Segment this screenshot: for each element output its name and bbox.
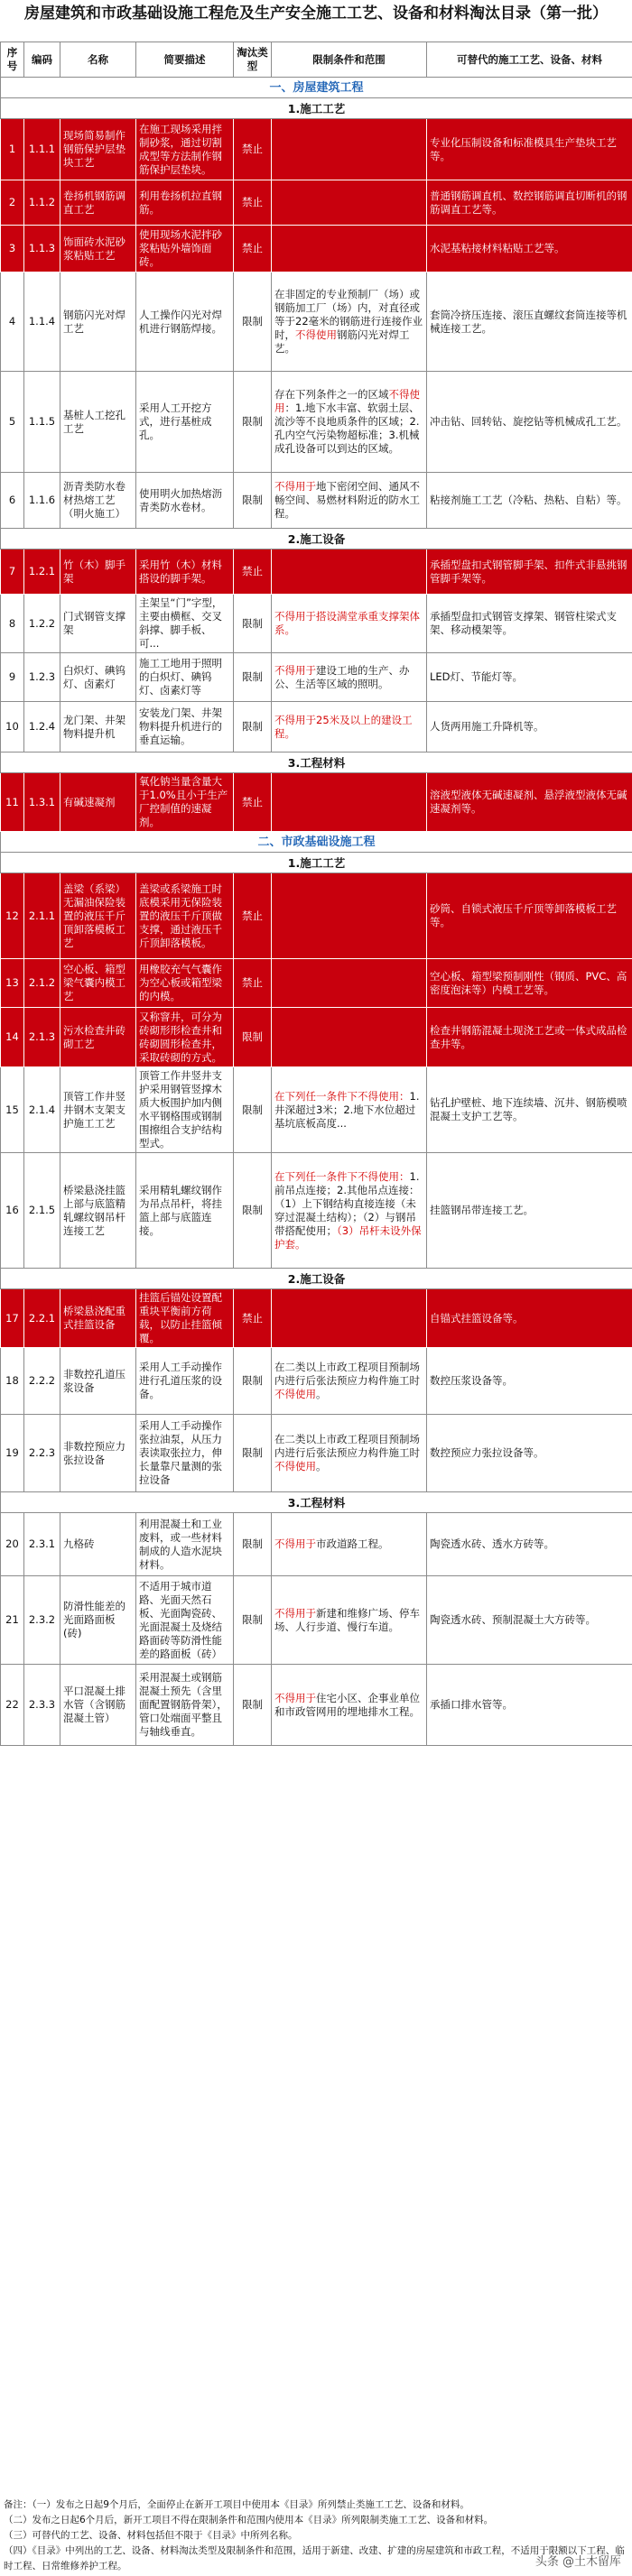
cell-type: 限制 [234, 272, 272, 372]
cell-no: 5 [1, 372, 24, 473]
cell-no: 20 [1, 1513, 24, 1576]
cell-limit [272, 1067, 427, 1153]
cell-desc: 顶管工作井竖井支护采用钢管竖撑木质大板围护加内侧水平钢格围或钢制围擦组合支护结构型式。 [136, 1067, 234, 1153]
limit-segment: 不得用于 [274, 1606, 316, 1620]
limit-segment: 不得使用 [274, 1388, 316, 1400]
cell-no: 9 [1, 653, 24, 702]
cell-limit [272, 1415, 427, 1492]
cell-desc: 又称窨井，可分为砖砌形形检查井和砖砌圆形检查井，采取砖砌的方式。 [136, 1008, 234, 1067]
cell-code: 2.2.2 [24, 1348, 60, 1415]
limit-segment: 在下列任一条件下不得使用： [274, 1169, 410, 1183]
limit-segment: （3）吊杆未设外保护套。 [274, 1223, 422, 1251]
cell-code: 1.2.1 [24, 549, 60, 595]
cell-name: 白炽灯、碘钨灯、卤素灯 [60, 653, 136, 702]
table-row [1, 1289, 632, 1348]
limit-segment: 不得使用 [295, 328, 337, 341]
section-row [1, 78, 632, 98]
cell-limit [272, 873, 427, 959]
limit-segment: 1.井深超过3米；2.地下水位超过基坑底板高度... [274, 1089, 420, 1130]
group-row [1, 752, 632, 773]
table-row [1, 1153, 632, 1269]
limit-segment: 地下密闭空间、通风不畅空间、易燃材料附近的防水工程。 [274, 480, 420, 520]
cell-alt: 冲击钻、回转钻、旋挖钻等机械成孔工艺。 [427, 372, 632, 473]
group-row [1, 1269, 632, 1289]
cell-alt: 溶液型液体无碱速凝剂、悬浮液型液体无碱速凝剂等。 [427, 773, 632, 832]
cell-desc: 使用现场水泥拌砂浆粘贴外墙饰面砖。 [136, 226, 234, 272]
cell-name: 有碱速凝剂 [60, 773, 136, 832]
group-title: 3.工程材料 [1, 752, 632, 773]
cell-code: 1.2.2 [24, 595, 60, 653]
cell-desc: 用橡胶充气气囊作为空心板或箱型梁的内模。 [136, 959, 234, 1008]
table-row [1, 272, 632, 372]
cell-alt: 承插口排水管等。 [427, 1665, 632, 1746]
cell-desc: 施工工地用于照明的白炽灯、碘钨灯、卤素灯等 [136, 653, 234, 702]
cell-desc: 利用卷扬机拉直钢筋。 [136, 180, 234, 226]
cell-name: 沥青类防水卷材热熔工艺（明火施工） [60, 473, 136, 529]
cell-type: 限制 [234, 702, 272, 752]
cell-code: 1.1.6 [24, 473, 60, 529]
cell-limit [272, 473, 427, 529]
limit-segment: 钢筋闪光对焊工艺。 [274, 328, 410, 355]
limit-segment: 1.前吊点连接；2.其他吊点连接：（1）上下钢结构直接连接（未穿过混凝土结构）；（2）与钢吊带搭配使用； [274, 1169, 420, 1237]
group-title: 2.施工设备 [1, 1269, 632, 1289]
limit-segment: 不得用于 [274, 663, 316, 677]
cell-desc: 主架呈“门”字型，主要由横框、交叉斜撑、脚手板、可... [136, 595, 234, 653]
cell-code: 1.1.2 [24, 180, 60, 226]
cell-alt: 承插型盘扣式钢管脚手架、扣件式非悬挑钢管脚手架等。 [427, 549, 632, 595]
note-line: （二）发布之日起6个月后，新开工项目不得在限制条件和范围内使用本《目录》所列限制类施工工艺、设备和材料。 [4, 2515, 494, 2525]
cell-code: 1.3.1 [24, 773, 60, 832]
header-code: 编码 [24, 42, 60, 78]
note-line: （三）可替代的工艺、设备、材料包括但不限于《目录》中所列名称。 [4, 2530, 298, 2541]
table-row [1, 1067, 632, 1153]
cell-code: 1.1.3 [24, 226, 60, 272]
cell-desc: 采用人工手动操作进行孔道压浆的设备。 [136, 1348, 234, 1415]
cell-name: 基桩人工挖孔工艺 [60, 372, 136, 473]
cell-limit [272, 1153, 427, 1269]
table-row [1, 549, 632, 595]
table-header-row [1, 42, 632, 78]
cell-name: 九格砖 [60, 1513, 136, 1576]
cell-name: 非数控孔道压浆设备 [60, 1348, 136, 1415]
cell-name: 门式钢管支撑架 [60, 595, 136, 653]
cell-desc: 安装龙门架、井架物料提升机进行的垂直运输。 [136, 702, 234, 752]
cell-type: 禁止 [234, 1289, 272, 1348]
limit-segment: 在非固定的专业预制厂（场）或钢筋加工厂（场）内，对直径或等于22毫米的钢筋进行连接作业时， [274, 288, 423, 341]
limit-segment: 不得用于搭设满堂承重支撑架体系。 [274, 610, 420, 636]
table-row [1, 702, 632, 752]
table-row [1, 372, 632, 473]
cell-type: 禁止 [234, 226, 272, 272]
limit-segment: 不得用于 [274, 1691, 316, 1704]
cell-type: 限制 [234, 653, 272, 702]
cell-name: 桥梁悬浇挂篮上部与底篮精轧螺纹钢吊杆连接工艺 [60, 1153, 136, 1269]
cell-no: 14 [1, 1008, 24, 1067]
cell-alt: 承插型盘扣式钢管支撑架、钢管柱梁式支架、移动模架等。 [427, 595, 632, 653]
cell-no: 17 [1, 1289, 24, 1348]
cell-desc: 盖梁或系梁施工时底模采用无保险装置的液压千斤顶做支撑，通过液压千斤顶卸落模板。 [136, 873, 234, 959]
cell-desc: 挂篮后锚处设置配重块平衡前方荷载，以防止挂篮倾覆。 [136, 1289, 234, 1348]
cell-desc: 使用明火加热熔沥青类防水卷材。 [136, 473, 234, 529]
cell-alt: 钻孔护壁桩、地下连续墙、沉井、钢筋模喷混凝土支护工艺等。 [427, 1067, 632, 1153]
cell-no: 12 [1, 873, 24, 959]
cell-no: 6 [1, 473, 24, 529]
section-row [1, 832, 632, 853]
table-row [1, 773, 632, 832]
cell-alt: 套筒冷挤压连接、滚压直螺纹套筒连接等机械连接工艺。 [427, 272, 632, 372]
header-desc: 简要描述 [136, 42, 234, 78]
cell-code: 2.3.1 [24, 1513, 60, 1576]
note-line: 备注：（一）发布之日起9个月后，全面停止在新开工项目中使用本《目录》所列禁止类施工工艺、设备和材料。 [4, 2499, 469, 2510]
cell-code: 1.1.1 [24, 119, 60, 180]
limit-segment: 不得使用 [274, 1460, 316, 1473]
cell-no: 8 [1, 595, 24, 653]
cell-desc: 利用混凝土和工业废料，或一些材料制成的人造水泥块材料。 [136, 1513, 234, 1576]
watermark: 头条 @土木留厍 [534, 2555, 621, 2569]
cell-alt: LED灯、节能灯等。 [427, 653, 632, 702]
cell-name: 卷扬机钢筋调直工艺 [60, 180, 136, 226]
cell-type: 限制 [234, 1415, 272, 1492]
cell-no: 2 [1, 180, 24, 226]
catalog-table [0, 42, 632, 1746]
cell-type: 限制 [234, 1153, 272, 1269]
group-title: 1.施工工艺 [1, 853, 632, 873]
cell-limit [272, 372, 427, 473]
group-row [1, 529, 632, 549]
cell-name: 平口混凝土排水管（含钢筋混凝土管） [60, 1665, 136, 1746]
group-title: 1.施工工艺 [1, 98, 632, 119]
cell-no: 4 [1, 272, 24, 372]
cell-alt: 陶瓷透水砖、预制混凝土大方砖等。 [427, 1576, 632, 1665]
cell-alt: 自锚式挂篮设备等。 [427, 1289, 632, 1348]
cell-limit [272, 272, 427, 372]
cell-no: 10 [1, 702, 24, 752]
group-title: 2.施工设备 [1, 529, 632, 549]
cell-name: 现场简易制作钢筋保护层垫块工艺 [60, 119, 136, 180]
limit-segment: 不得用于 [274, 1537, 316, 1550]
cell-no: 21 [1, 1576, 24, 1665]
cell-desc: 采用混凝土或钢筋混凝土预先（含里面配置钢筋骨架），管口处端面平整且与轴线垂直。 [136, 1665, 234, 1746]
cell-type: 限制 [234, 1513, 272, 1576]
cell-type: 限制 [234, 1008, 272, 1067]
cell-code: 1.2.4 [24, 702, 60, 752]
cell-name: 桥梁悬浇配重式挂篮设备 [60, 1289, 136, 1348]
limit-segment: 在二类以上市政工程项目预制场内进行后张法预应力构件施工时 [274, 1433, 420, 1459]
limit-segment: 不得使用 [274, 388, 420, 414]
group-row [1, 853, 632, 873]
table-row [1, 873, 632, 959]
cell-limit [272, 702, 427, 752]
cell-no: 7 [1, 549, 24, 595]
limit-segment: 。 [316, 1460, 327, 1473]
cell-no: 1 [1, 119, 24, 180]
cell-limit [272, 180, 427, 226]
cell-desc: 采用人工开挖方式，进行基桩成孔。 [136, 372, 234, 473]
cell-limit [272, 959, 427, 1008]
limit-segment: 不得用于25米及以上的建设工程。 [274, 713, 413, 740]
header-limit: 限制条件和范围 [272, 42, 427, 78]
cell-code: 1.1.4 [24, 272, 60, 372]
cell-alt: 普通钢筋调直机、数控钢筋调直切断机的钢筋调直工艺等。 [427, 180, 632, 226]
cell-desc: 不适用于城市道路、光面天然石板、光面陶瓷砖、光面混凝土及烧结路面砖等防滑性能差的路面板（砖） [136, 1576, 234, 1665]
cell-no: 22 [1, 1665, 24, 1746]
cell-type: 限制 [234, 595, 272, 653]
section-title: 一、房屋建筑工程 [1, 78, 632, 98]
cell-name: 饰面砖水泥砂浆粘贴工艺 [60, 226, 136, 272]
cell-code: 2.2.3 [24, 1415, 60, 1492]
cell-name: 钢筋闪光对焊工艺 [60, 272, 136, 372]
table-row [1, 473, 632, 529]
cell-code: 2.1.1 [24, 873, 60, 959]
group-row [1, 1492, 632, 1513]
cell-limit [272, 1348, 427, 1415]
cell-limit [272, 653, 427, 702]
cell-no: 16 [1, 1153, 24, 1269]
table-row [1, 119, 632, 180]
cell-desc: 采用竹（木）材料搭设的脚手架。 [136, 549, 234, 595]
group-title: 3.工程材料 [1, 1492, 632, 1513]
cell-limit [272, 1665, 427, 1746]
cell-name: 顶管工作井竖井钢木支架支护施工工艺 [60, 1067, 136, 1153]
table-row [1, 959, 632, 1008]
cell-limit [272, 1576, 427, 1665]
cell-alt: 数控压浆设备等。 [427, 1348, 632, 1415]
cell-type: 限制 [234, 1348, 272, 1415]
cell-desc: 采用人工手动操作张拉油泵，从压力表读取张拉力，伸长量靠尺量测的张拉设备 [136, 1415, 234, 1492]
cell-desc: 氧化钠当量含量大于1.0%且小于生产厂控制值的速凝剂。 [136, 773, 234, 832]
table-row [1, 1665, 632, 1746]
cell-type: 限制 [234, 1067, 272, 1153]
page-title: 房屋建筑和市政基础设施工程危及生产安全施工工艺、设备和材料淘汰目录（第一批） [24, 5, 608, 23]
table-row [1, 1348, 632, 1415]
table-row [1, 1513, 632, 1576]
cell-name: 空心板、箱型梁气囊内模工艺 [60, 959, 136, 1008]
cell-code: 1.1.5 [24, 372, 60, 473]
cell-desc: 采用精轧螺纹钢作为吊点吊杆，将挂篮上部与底篮连接。 [136, 1153, 234, 1269]
table-row [1, 653, 632, 702]
cell-alt: 陶瓷透水砖、透水方砖等。 [427, 1513, 632, 1576]
limit-segment: 不得用于 [274, 480, 316, 493]
cell-alt: 检查井钢筋混凝土现浇工艺或一体式成品检查井等。 [427, 1008, 632, 1067]
cell-alt: 挂篮钢吊带连接工艺。 [427, 1153, 632, 1269]
cell-alt: 水泥基粘接材料粘贴工艺等。 [427, 226, 632, 272]
limit-segment: 新建和维修广场、停车场、人行步道、慢行车道。 [274, 1606, 420, 1633]
table-row [1, 595, 632, 653]
cell-name: 盖梁（系梁）无漏油保险装置的液压千斤顶卸落模板工艺 [60, 873, 136, 959]
cell-code: 2.1.5 [24, 1153, 60, 1269]
cell-limit [272, 1513, 427, 1576]
limit-segment: 住宅小区、企事业单位和市政管网用的埋地排水工程。 [274, 1691, 420, 1718]
cell-type: 禁止 [234, 180, 272, 226]
cell-limit [272, 226, 427, 272]
cell-alt: 专业化压制设备和标准模具生产垫块工艺等。 [427, 119, 632, 180]
cell-type: 禁止 [234, 549, 272, 595]
cell-no: 13 [1, 959, 24, 1008]
cell-limit [272, 773, 427, 832]
cell-desc: 人工操作闪光对焊机进行钢筋焊接。 [136, 272, 234, 372]
table-row [1, 1576, 632, 1665]
cell-type: 禁止 [234, 773, 272, 832]
cell-code: 1.2.3 [24, 653, 60, 702]
cell-alt: 数控预应力张拉设备等。 [427, 1415, 632, 1492]
header-type: 淘汰类型 [234, 42, 272, 78]
section-title: 二、市政基础设施工程 [1, 832, 632, 853]
limit-segment: 。 [316, 1388, 327, 1400]
cell-limit [272, 595, 427, 653]
cell-name: 非数控预应力张拉设备 [60, 1415, 136, 1492]
cell-code: 2.1.2 [24, 959, 60, 1008]
cell-type: 禁止 [234, 959, 272, 1008]
cell-name: 龙门架、井架物料提升机 [60, 702, 136, 752]
cell-limit [272, 1289, 427, 1348]
cell-limit [272, 119, 427, 180]
limit-segment: ：1.地下水丰富、软弱土层、流沙等不良地质条件的区域；2.孔内空气污染物超标准；3.机械成孔设备可以到达的区域。 [274, 402, 420, 455]
cell-alt: 粘接剂施工工艺（冷粘、热粘、自粘）等。 [427, 473, 632, 529]
table-row [1, 180, 632, 226]
limit-segment: 建设工地的生产、办公、生活等区域的照明。 [274, 663, 410, 690]
cell-type: 限制 [234, 1576, 272, 1665]
cell-no: 15 [1, 1067, 24, 1153]
cell-type: 禁止 [234, 873, 272, 959]
cell-type: 禁止 [234, 119, 272, 180]
cell-code: 2.3.2 [24, 1576, 60, 1665]
cell-limit [272, 549, 427, 595]
limit-segment: 存在下列条件之一的区域 [274, 388, 389, 401]
cell-name: 防滑性能差的光面路面板(砖) [60, 1576, 136, 1665]
cell-no: 19 [1, 1415, 24, 1492]
cell-no: 11 [1, 773, 24, 832]
group-row [1, 98, 632, 119]
cell-code: 2.1.4 [24, 1067, 60, 1153]
cell-type: 限制 [234, 473, 272, 529]
cell-alt: 人货两用施工升降机等。 [427, 702, 632, 752]
limit-segment: 在下列任一条件下不得使用： [274, 1089, 410, 1103]
note-line: （四）《目录》中列出的工艺、设备、材料淘汰类型及限制条件和范围，适用于新建、改建、扩建的房屋建筑和市政工程，不适用于限额以下工程、临时工程、日常维修养护工程。 [4, 2545, 625, 2571]
limit-segment: 市政道路工程。 [316, 1537, 389, 1550]
cell-desc: 在施工现场采用拌制砂浆，通过切割成型等方法制作钢筋保护层垫块。 [136, 119, 234, 180]
cell-limit [272, 1008, 427, 1067]
cell-code: 2.3.3 [24, 1665, 60, 1746]
header-name: 名称 [60, 42, 136, 78]
cell-no: 18 [1, 1348, 24, 1415]
cell-name: 竹（木）脚手架 [60, 549, 136, 595]
table-row [1, 1415, 632, 1492]
header-alt: 可替代的施工工艺、设备、材料 [427, 42, 632, 78]
limit-segment: 在二类以上市政工程项目预制场内进行后张法预应力构件施工时 [274, 1361, 420, 1387]
cell-type: 限制 [234, 1665, 272, 1746]
cell-name: 污水检查井砖砌工艺 [60, 1008, 136, 1067]
cell-alt: 砂筒、自锁式液压千斤顶等卸落模板工艺等。 [427, 873, 632, 959]
cell-no: 3 [1, 226, 24, 272]
cell-code: 2.1.3 [24, 1008, 60, 1067]
table-row [1, 1008, 632, 1067]
table-row [1, 226, 632, 272]
header-no: 序号 [1, 42, 24, 78]
cell-type: 限制 [234, 372, 272, 473]
cell-alt: 空心板、箱型梁预制刚性（钢质、PVC、高密度泡沫等）内模工艺等。 [427, 959, 632, 1008]
cell-code: 2.2.1 [24, 1289, 60, 1348]
